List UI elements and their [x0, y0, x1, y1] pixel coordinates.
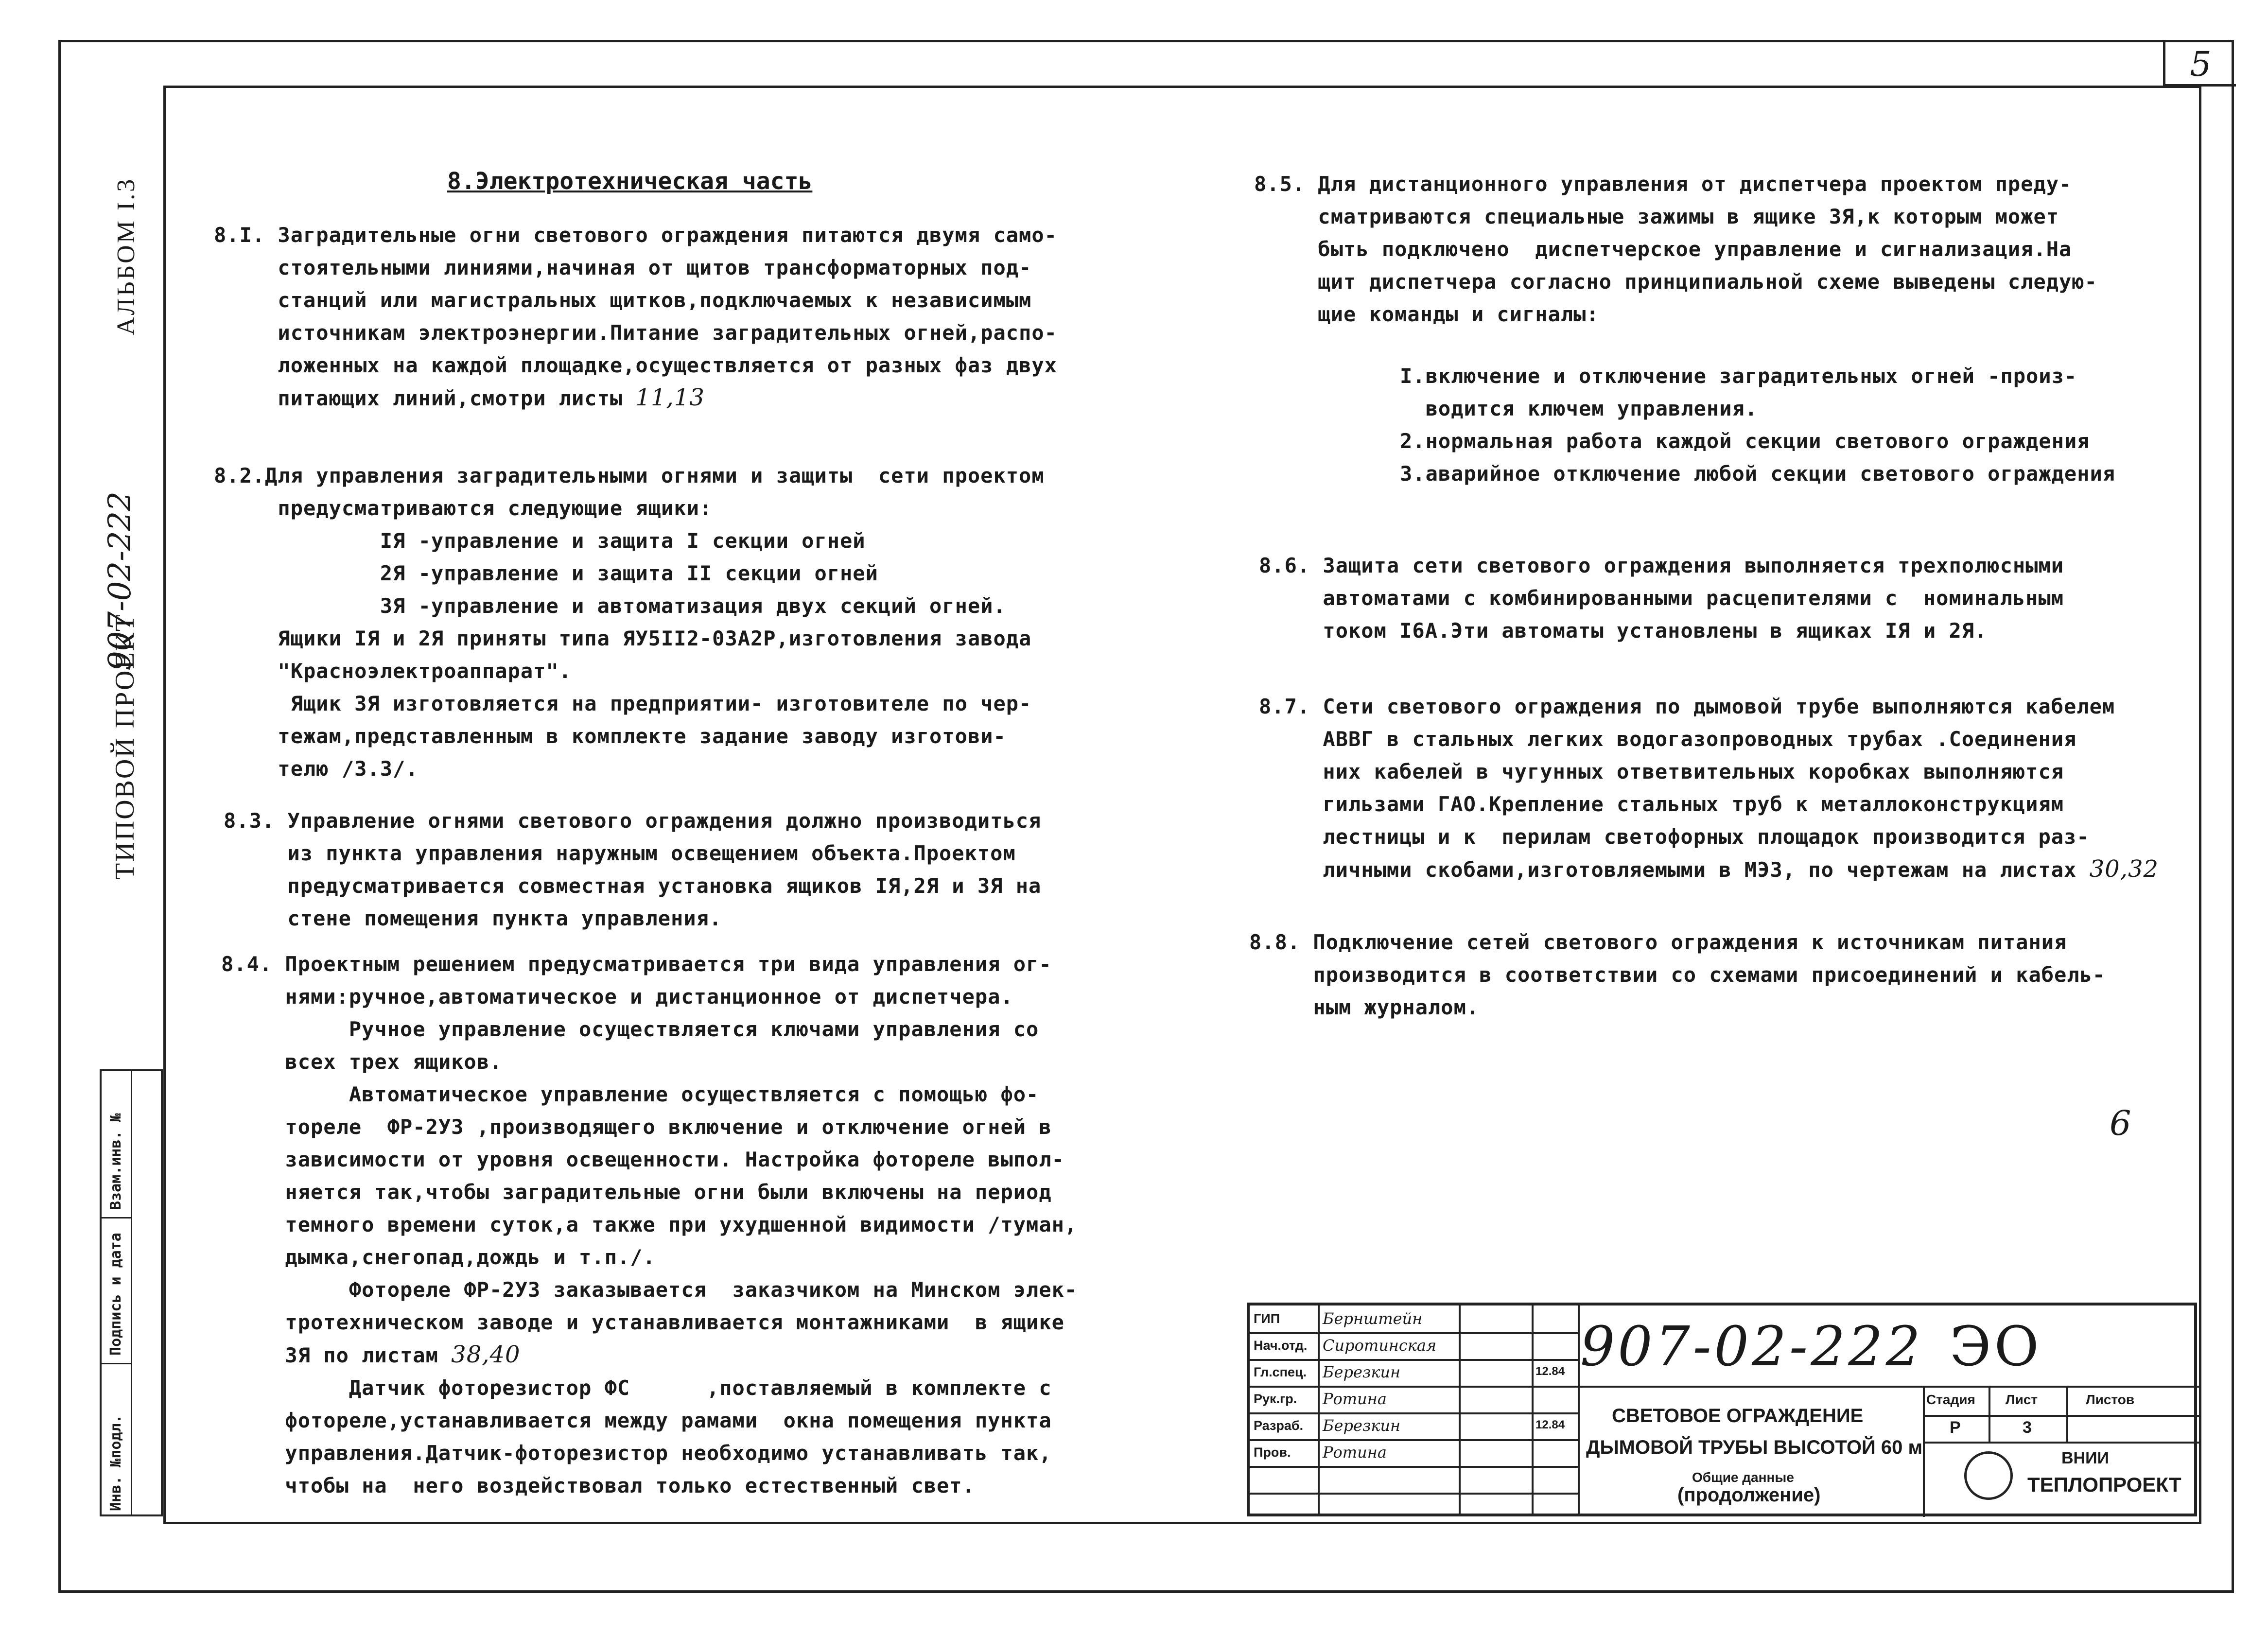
name-head: Сиротинская	[1323, 1336, 1437, 1355]
date-dev: 12.84	[1535, 1418, 1565, 1431]
drawing-mark: ЭО	[1950, 1315, 2042, 1378]
title-line-1: СВЕТОВОЕ ОГРАЖДЕНИЕ	[1612, 1405, 1864, 1427]
sheet-ref-8-1: 11,13	[635, 384, 705, 411]
stamp-label-inv: Инв. №подл.	[107, 1414, 124, 1511]
paragraph-8-7-text: 8.7. Сети светового ограждения по дымовой трубе выполняются кабелем АВВГ в стальных легких водогазопроводных трубах .Соединения них кабелей в чугунных ответвительных коробках выполняются гильзами ГАО.Крепление стальных труб к металлоконструкциям лестницы и к перилам светофорных площадок производится раз- личными скобами,изготовляемыми в МЭЗ, по чертежам на листах	[1259, 695, 2115, 882]
paragraph-8-2: 8.2.Для управления заградительными огнями и защиты сети проектом предусматриваются следующие ящики: IЯ -управление и защита I секции огней 2Я -управление и защита II секции огней 3Я -управление и автоматизация двух секций огней. Ящики IЯ и 2Я приняты типа ЯУ5II2-03А2Р,изготовления завода "Красноэлектроаппарат". Ящик 3Я изготовляется на предприятии- изготовителе по чер- тежам,представленным в комплекте задание заводу изготови- телю /3.3/.	[214, 464, 1045, 781]
approval-stamp-column	[100, 1069, 163, 1516]
title-line-2: ДЫМОВОЙ ТРУБЫ ВЫСОТОЙ 60 м	[1586, 1437, 1923, 1458]
page-number: 5	[2163, 42, 2236, 87]
name-check: Ротина	[1323, 1443, 1387, 1462]
paragraph-8-1	[214, 219, 1057, 415]
paragraph-8-5-list: I.включение и отключение заградительных огней -произ- водится ключем управления. 2.нормальная работа каждой секции светового ограждения 3.аварийное отключение любой секции светового ограждения	[1400, 364, 2116, 486]
teploproekt-logo-icon	[1964, 1451, 2013, 1500]
role-head: Нач.отд.	[1254, 1338, 1308, 1353]
role-group: Рук.гр.	[1254, 1392, 1297, 1406]
paragraph-8-1-text: 8.I. Заградительные огни светового ограждения питаются двумя само- стоятельными линиями,начиная от щитов трансформаторных под- станций или магистральных щитков,подключаемых к независимым источникам электроэнергии.Питание заградительных огней,распо- ложенных на каждой площадке,осуществляется от разных фаз двух питающих линий,смотри листы	[214, 223, 1057, 410]
role-gip: ГИП	[1254, 1311, 1280, 1326]
type-project-label: ТИПОВОЙ ПРОЕКТ	[110, 613, 140, 880]
title-block	[1247, 1303, 2197, 1516]
paragraph-8-4	[221, 948, 1077, 1502]
sheet-ref-8-7: 30,32	[2089, 855, 2159, 883]
date-chief: 12.84	[1535, 1365, 1565, 1378]
title-line-3: Общие данные	[1692, 1470, 1794, 1485]
name-gip: Бернштейн	[1323, 1309, 1423, 1328]
sheet-label: Лист	[2006, 1392, 2038, 1407]
stamp-label-sign: Подпись и дата	[107, 1233, 124, 1356]
role-chief: Гл.спец.	[1254, 1365, 1307, 1379]
side-project-number: 907-02-222	[102, 491, 138, 671]
paragraph-8-4-text: 8.4. Проектным решением предусматривается три вида управления ог- нями:ручное,автоматическое и дистанционное от диспетчера. Ручное управление осуществляется ключами управления со всех трех ящиков. Автоматическое управление осуществляется с помощью фо- тореле ФР-2УЗ ,производящего включение и отключение огней в зависимости от уровня освещенности. Настройка фотореле выпол- няется так,чтобы заградительные огни были включены на период темного времени суток,а также при ухудшенной видимости /туман, дымка,снегопад,дождь и т.п./. Фотореле ФР-2УЗ заказывается заказчиком на Минском элек- тротехническом заводе и устанавливается монтажниками в ящике 3Я по листам	[221, 952, 1078, 1367]
sheet-ref-8-4: 38,40	[451, 1341, 521, 1368]
role-dev: Разраб.	[1254, 1418, 1304, 1433]
name-dev: Березкин	[1323, 1416, 1401, 1435]
sheets-label: Листов	[2086, 1392, 2135, 1407]
sheet-value: 3	[2023, 1418, 2032, 1437]
album-label: АЛЬБОМ I.3	[112, 177, 140, 335]
title-line-4: (продолжение)	[1677, 1484, 1821, 1506]
section-heading: 8.Электротехническая часть	[447, 168, 813, 195]
stamp-label-replace: Взам.инв. №	[107, 1113, 124, 1210]
paragraph-8-3: 8.3. Управление огнями светового ограждения должно производиться из пункта управления наружным освещением объекта.Проектом предусматривается совместная установка ящиков IЯ,2Я и 3Я на стене помещения пункта управления.	[224, 809, 1042, 930]
name-group: Ротина	[1323, 1390, 1387, 1408]
paragraph-8-6: 8.6. Защита сети светового ограждения выполняется трехполюсными автоматами с комбинированными расцепителями с номинальным током I6А.Эти автоматы установлены в ящиках IЯ и 2Я.	[1259, 554, 2064, 643]
paragraph-8-4-sensor: Датчик фоторезистор ФС ,поставляемый в комплекте с фотореле,устанавливается между рамами окна помещения пункта управления.Датчик-фоторезистор необходимо устанавливать так, чтобы на него воздействовал только естественный свет.	[285, 1376, 1052, 1497]
paragraph-8-8: 8.8. Подключение сетей светового ограждения к источникам питания производится в соответствии со схемами присоединений и кабель- ным журналом.	[1249, 930, 2106, 1019]
stage-value: Р	[1950, 1418, 1961, 1437]
name-chief: Березкин	[1323, 1363, 1401, 1381]
role-check: Пров.	[1254, 1445, 1291, 1460]
org-line-1: ВНИИ	[2061, 1449, 2109, 1467]
org-line-2: ТЕПЛОПРОЕКТ	[2027, 1473, 2181, 1496]
margin-number: 6	[2110, 1103, 2131, 1143]
paragraph-8-7	[1259, 690, 2159, 886]
stage-label: Стадия	[1926, 1392, 1975, 1407]
drawing-code: 907-02-222	[1580, 1315, 1923, 1378]
paragraph-8-5: 8.5. Для дистанционного управления от диспетчера проектом преду- сматриваются специальные зажимы в ящике 3Я,к которым может быть подключено диспетчерское управление и сигнализация.На щит диспетчера согласно принципиальной схеме выведены следую- щие команды и сигналы:	[1254, 172, 2097, 326]
